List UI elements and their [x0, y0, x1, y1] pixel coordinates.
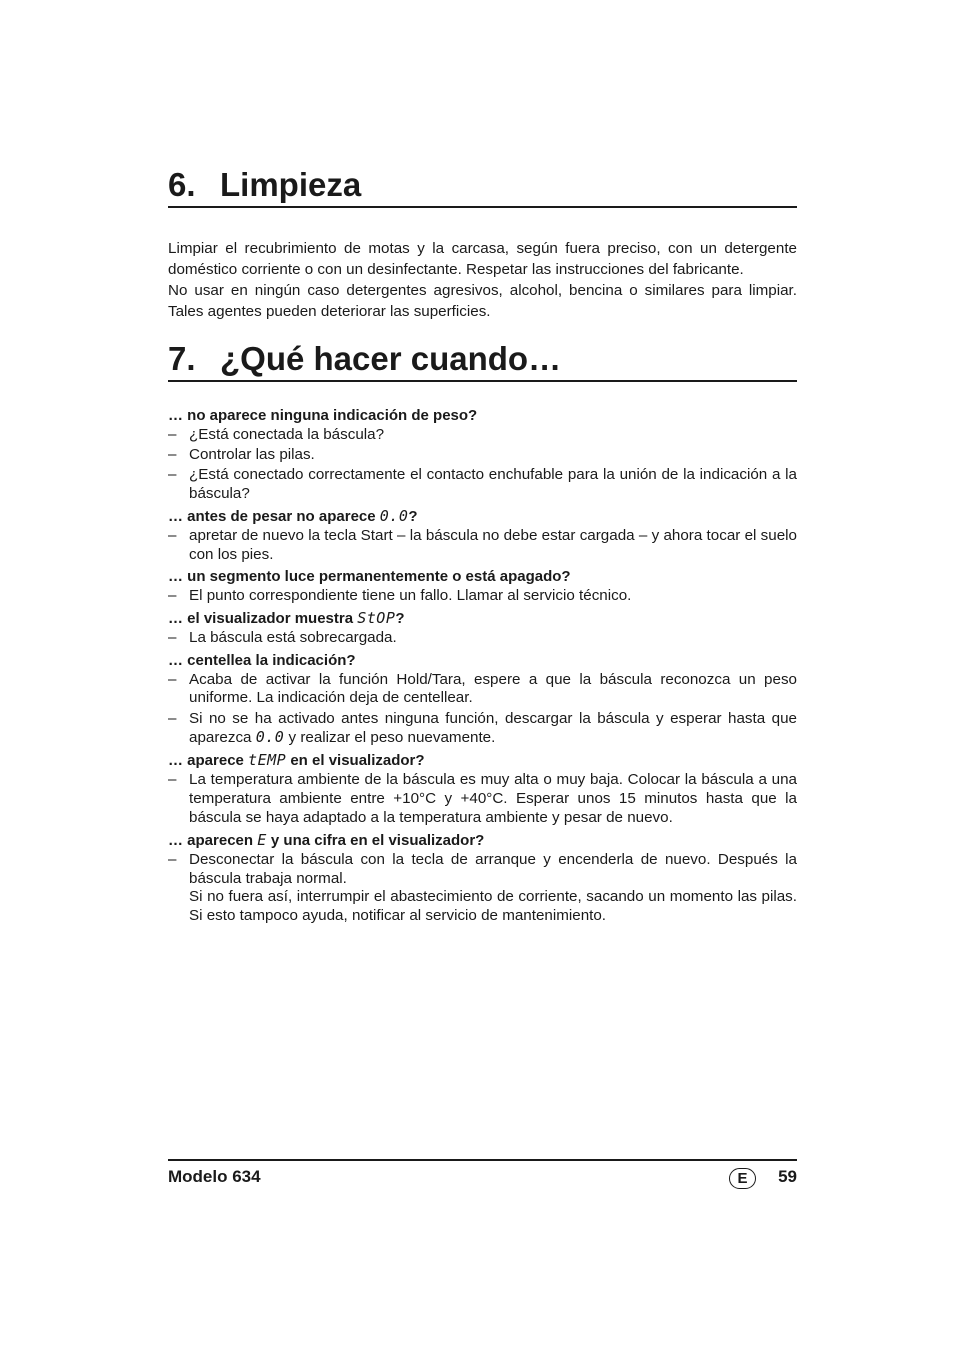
item-text: Desconectar la báscula con la tecla de arranque y encenderla de nuevo. Después la báscula trabaja normal.: [189, 851, 797, 887]
question-text: … aparece: [168, 752, 249, 770]
question-temp: [168, 749, 797, 771]
question-no-weight: … no aparece ninguna indicación de peso?: [168, 407, 478, 424]
section-number: 7.: [168, 340, 196, 377]
section-heading-troubleshooting: [168, 340, 797, 382]
page-footer: [168, 1159, 797, 1197]
item-text: Si no se ha activado antes ninguna función, descargar la báscula y esperar hasta que aparezca: [189, 709, 797, 747]
question-segment: … un segmento luce permanentemente o está apagado?: [168, 568, 571, 586]
question-text: en el visualizador?: [286, 752, 425, 770]
item-text: La temperatura ambiente de la báscula es muy alta o muy baja. Colocar la báscula a una temperatura ambiente entre +10°C y +40°C. Esperar unos 15 minutos hasta que la báscula se haya adaptado a la temperatura ambiente y pesar de nuevo.: [189, 771, 797, 826]
question-text: ?: [395, 610, 405, 628]
item-text: El punto correspondiente tiene un fallo. Llamar al servicio técnico.: [189, 587, 632, 605]
section-title: ¿Qué hacer cuando…: [220, 340, 562, 377]
list-item: [168, 710, 797, 748]
dash-bullet: –: [168, 527, 177, 545]
dash-bullet: –: [168, 851, 177, 869]
display-readout: tEMP: [248, 751, 287, 770]
model-name: Modelo 634: [168, 1167, 261, 1186]
item-text: Si no fuera así, interrumpir el abastecimiento de corriente, sacando un momento las pilas. Si esto tampoco ayuda, notificar al servicio de mantenimiento.: [189, 888, 797, 925]
question-blinking: … centellea la indicación?: [168, 651, 356, 669]
list-item: [168, 629, 797, 648]
dash-bullet: –: [168, 446, 177, 464]
question-no-zero: [168, 505, 797, 527]
language-badge: E: [729, 1168, 756, 1189]
troubleshooting-list: [168, 405, 797, 927]
display-readout: E: [257, 831, 267, 850]
list-item: [168, 851, 797, 926]
question-text: … aparecen: [168, 832, 258, 850]
list-item: [168, 527, 797, 564]
question-text: … el visualizador muestra: [168, 610, 358, 628]
dash-bullet: –: [168, 771, 177, 789]
item-text: ¿Está conectado correctamente el contacto enchufable para la unión de la indicación a la báscula?: [189, 466, 797, 503]
question-text: … antes de pesar no aparece: [168, 508, 380, 526]
question-text: ?: [408, 508, 418, 526]
dash-bullet: –: [168, 466, 177, 484]
question-text: y una cifra en el visualizador?: [266, 832, 485, 850]
page-number: 59: [778, 1167, 797, 1186]
display-readout: 0.0: [379, 507, 409, 526]
item-text: y realizar el peso nuevamente.: [284, 729, 496, 747]
question-stop: [168, 607, 797, 629]
dash-bullet: –: [168, 587, 177, 605]
cleaning-paragraph-1: Limpiar el recubrimiento de motas y la carcasa, según fuera preciso, con un detergente doméstico corriente o con un desinfectante. Respetar las instrucciones del fabricante.: [168, 240, 797, 278]
question-error-code: [168, 829, 797, 851]
item-text: apretar de nuevo la tecla Start – la báscula no debe estar cargada – y ahora tocar el suelo con los pies.: [189, 527, 797, 564]
dash-bullet: –: [168, 629, 177, 647]
list-item: [168, 671, 797, 708]
list-item: [168, 587, 797, 606]
section-number: 6.: [168, 166, 196, 203]
list-item: [168, 426, 797, 445]
display-readout: StOP: [357, 609, 396, 628]
item-text: La báscula está sobrecargada.: [189, 629, 397, 647]
dash-bullet: –: [168, 709, 177, 727]
display-readout: 0.0: [255, 728, 285, 747]
section-heading-limpieza: [168, 166, 797, 208]
item-text: Acaba de activar la función Hold/Tara, espere a que la báscula reconozca un peso uniforme. La indicación deja de centellear.: [189, 670, 797, 707]
cleaning-paragraph-2: No usar en ningún caso detergentes agresivos, alcohol, bencina o similares para limpiar. Tales agentes pueden deteriorar las superficies.: [168, 282, 797, 320]
item-text: Controlar las pilas.: [189, 446, 315, 464]
list-item: [168, 446, 797, 465]
item-text: ¿Está conectada la báscula?: [189, 426, 385, 443]
section-title: Limpieza: [220, 166, 362, 203]
list-item: [168, 771, 797, 827]
dash-bullet: –: [168, 426, 177, 443]
dash-bullet: –: [168, 670, 177, 688]
list-item: [168, 466, 797, 503]
